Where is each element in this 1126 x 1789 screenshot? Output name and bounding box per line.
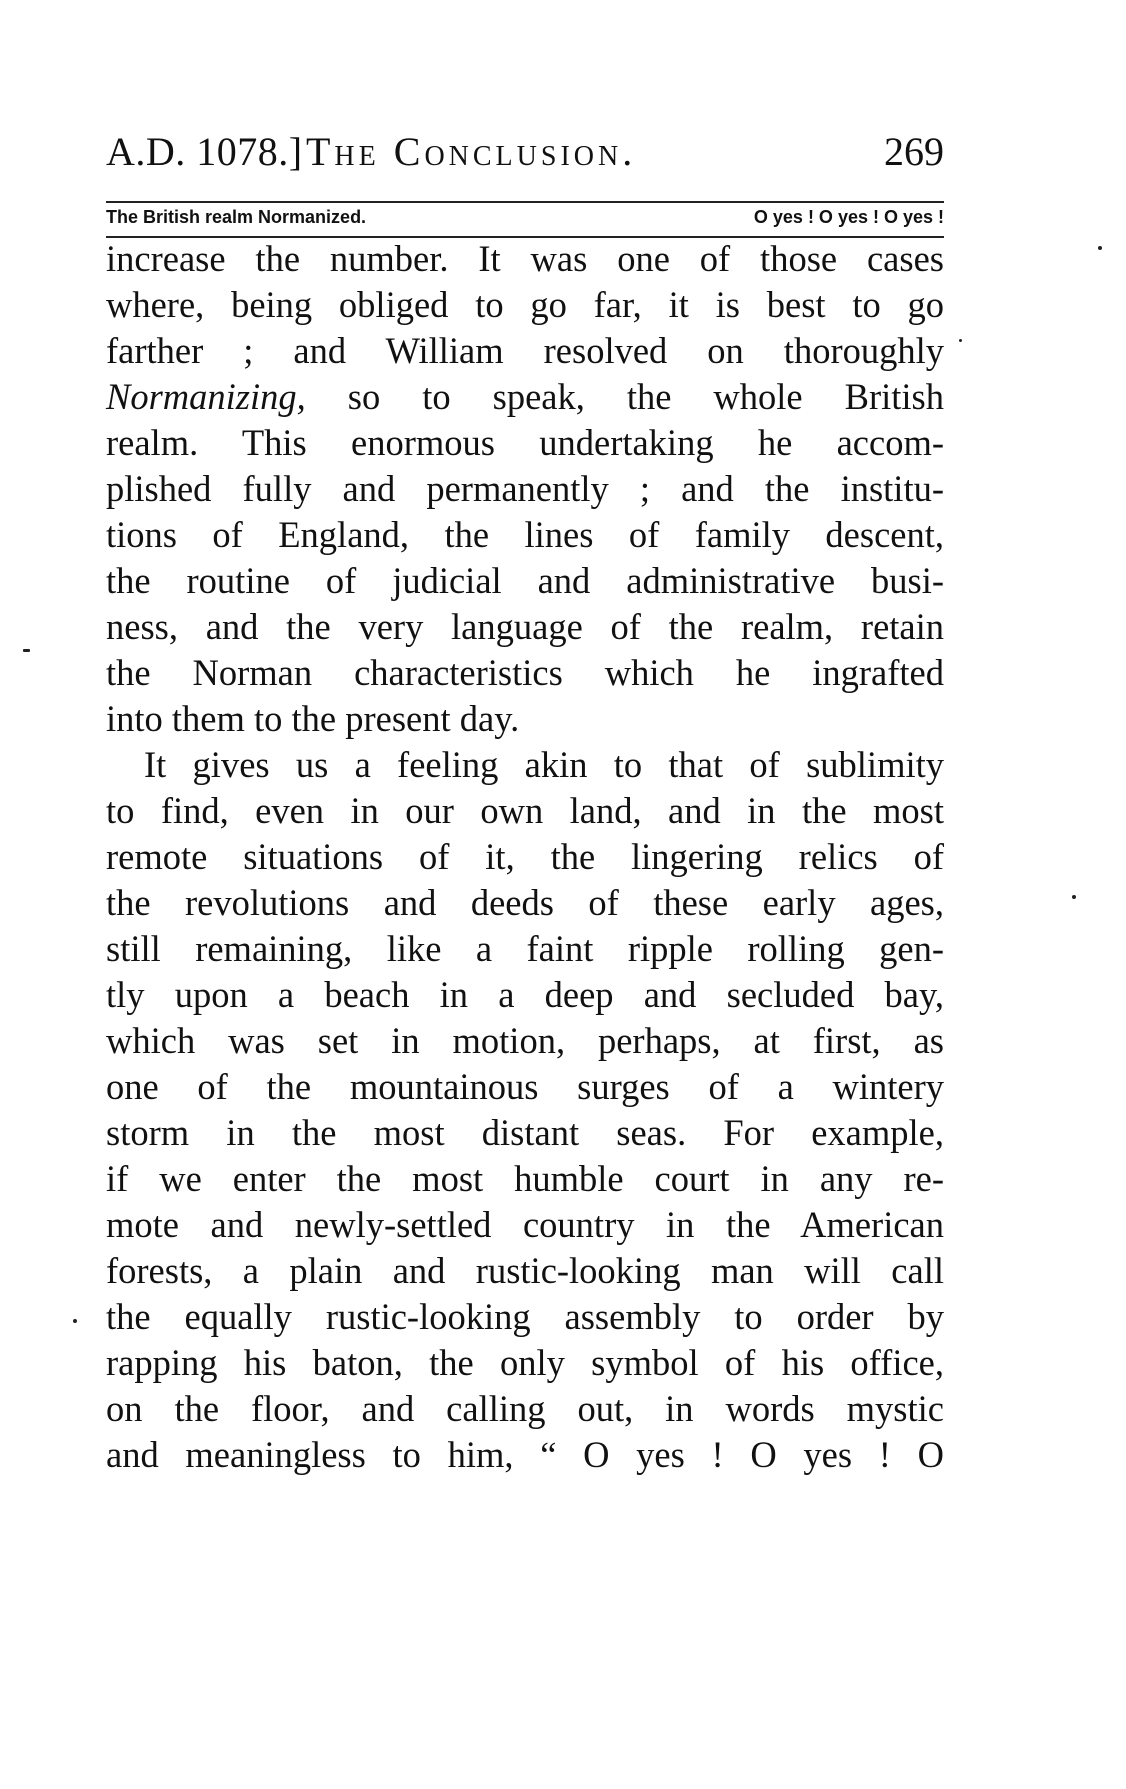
header-title: The Conclusion. (306, 129, 637, 174)
text-line: the routine of judicial and administrative busi- (106, 560, 944, 601)
text-line: farther ; and William resolved on thoroughly (106, 330, 944, 371)
scan-speck (1072, 895, 1076, 899)
text-line: the equally rustic-looking assembly to order by (106, 1296, 944, 1337)
running-header (106, 128, 944, 188)
scan-speck (959, 339, 962, 342)
paragraph-2 (106, 742, 944, 1478)
header-rule-top (106, 201, 944, 203)
header-date: A.D. 1078.] (106, 129, 303, 174)
text-line: forests, a plain and rustic-looking man will call (106, 1250, 944, 1291)
scan-speck (23, 649, 30, 652)
scan-speck (73, 1319, 77, 1323)
text-line: if we enter the most humble court in any re- (106, 1158, 944, 1199)
text-line: plished fully and permanently ; and the institu- (106, 468, 944, 509)
body-text (106, 236, 944, 1478)
text-line: mote and newly-settled country in the American (106, 1204, 944, 1245)
paragraph-1 (106, 236, 944, 742)
text-line: rapping his baton, the only symbol of his office, (106, 1342, 944, 1383)
text-line: still remaining, like a faint ripple rolling gen- (106, 928, 944, 969)
subheader-topic: The British realm Normanized. (106, 207, 367, 227)
scan-speck (1098, 246, 1102, 250)
text-line: realm. This enormous undertaking he accom- (106, 422, 944, 463)
text-fragment: so to speak, the whole British (305, 376, 944, 417)
text-line: and meaningless to him, “ O yes ! O yes ! O (106, 1434, 944, 1475)
italic-term: Normanizing, (106, 376, 306, 417)
text-line (106, 374, 944, 420)
text-line: where, being obliged to go far, it is best to go (106, 284, 944, 325)
subheader (106, 207, 944, 237)
text-line: increase the number. It was one of those cases (106, 238, 944, 279)
text-line: the revolutions and deeds of these early ages, (106, 882, 944, 923)
text-line: tions of England, the lines of family descent, (106, 514, 944, 555)
text-line: tly upon a beach in a deep and secluded bay, (106, 974, 944, 1015)
text-line: remote situations of it, the lingering relics of (106, 836, 944, 877)
text-line: which was set in motion, perhaps, at first, as (106, 1020, 944, 1061)
text-line: one of the mountainous surges of a wintery (106, 1066, 944, 1107)
text-line: on the floor, and calling out, in words mystic (106, 1388, 944, 1429)
text-line: It gives us a feeling akin to that of sublimity (144, 744, 944, 785)
page-number: 269 (884, 129, 944, 174)
text-line: storm in the most distant seas. For example, (106, 1112, 944, 1153)
subheader-quote: O yes ! O yes ! O yes ! (753, 207, 944, 227)
text-line: ness, and the very language of the realm, retain (106, 606, 944, 647)
text-line: the Norman characteristics which he ingrafted (106, 652, 944, 693)
text-line: into them to the present day. (106, 698, 520, 739)
text-line: to find, even in our own land, and in the most (106, 790, 944, 831)
